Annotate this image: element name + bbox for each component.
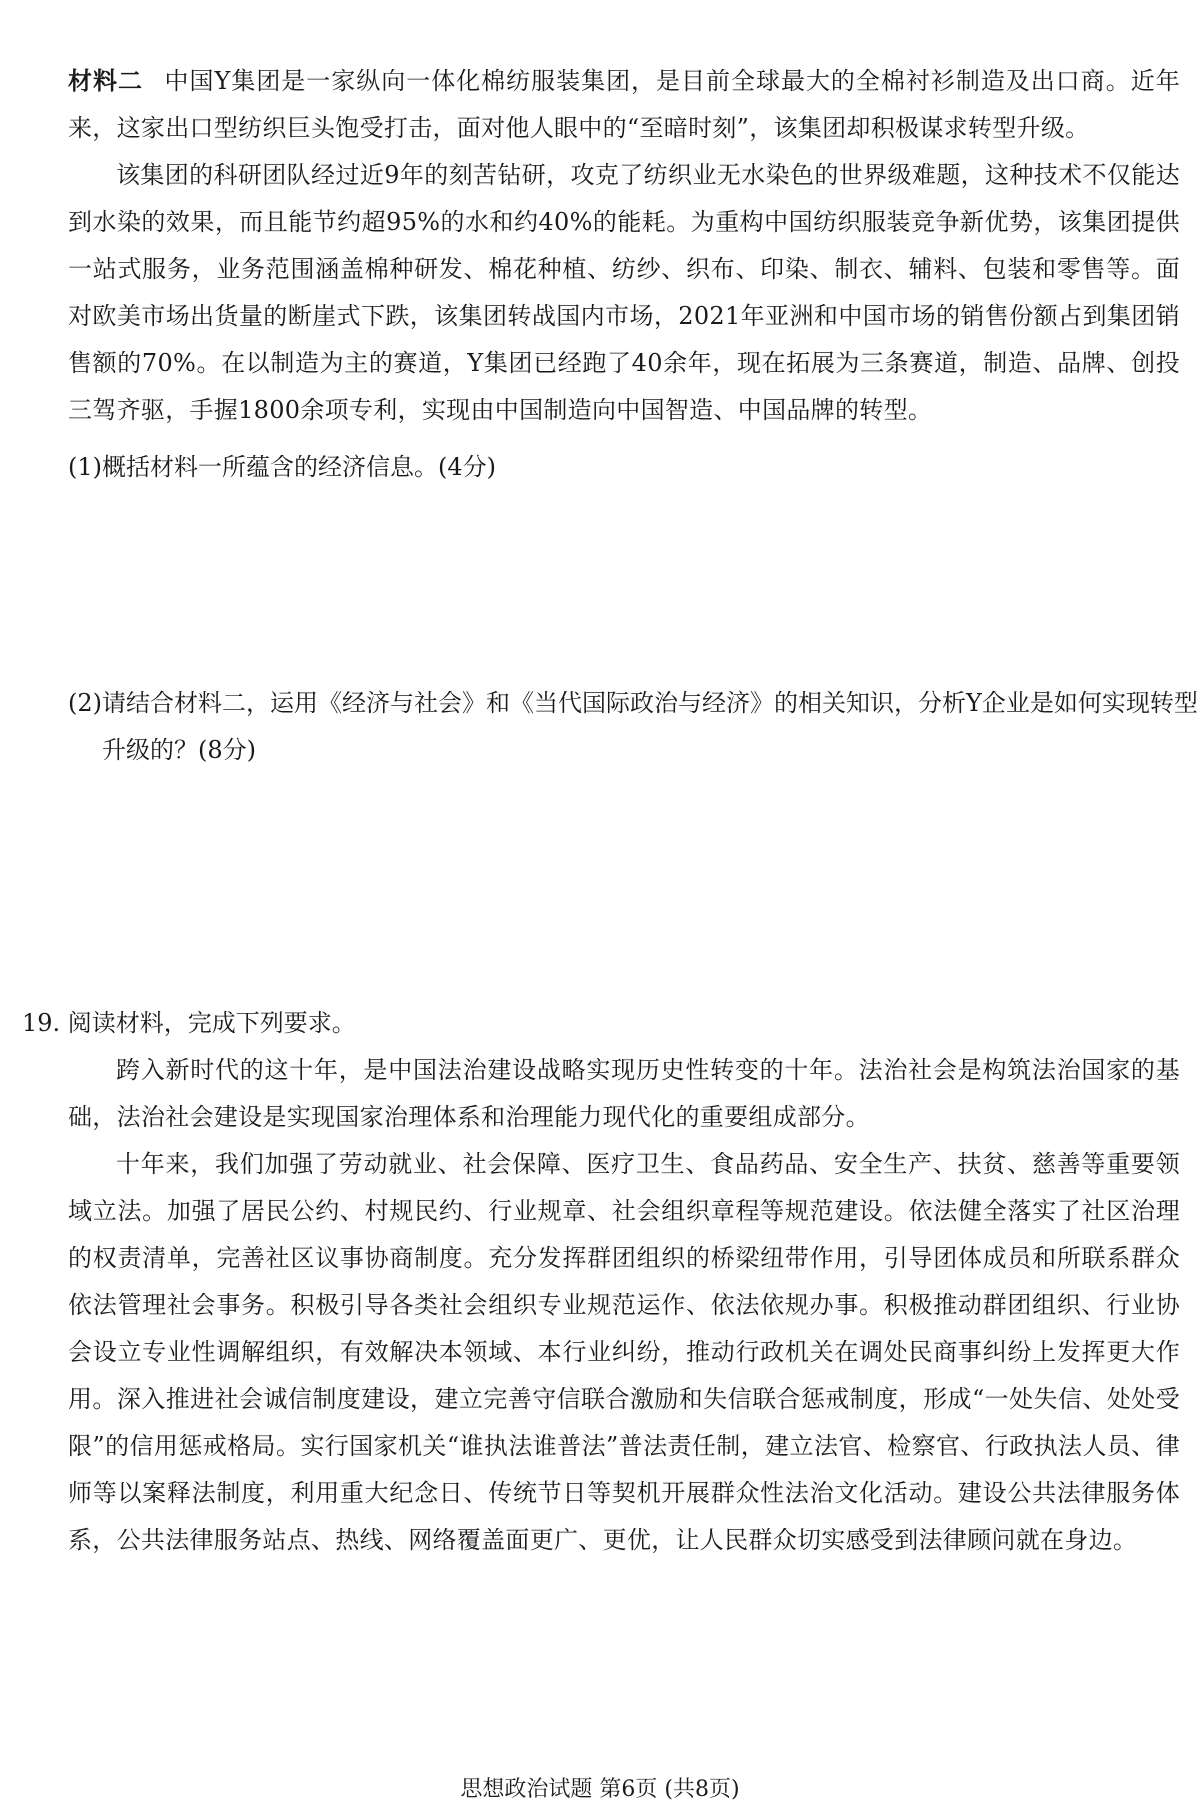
question-19-paragraph-1: 跨入新时代的这十年，是中国法治建设战略实现历史性转变的十年。法治社会是构筑法治国家的基础，法治社会建设是实现国家治理体系和治理能力现代化的重要组成部分。 (68, 1056, 1180, 1131)
question-1: (1)概括材料一所蕴含的经济信息。(4分) (68, 453, 496, 481)
material-two-text-1: 中国Y集团是一家纵向一体化棉纺服装集团，是目前全球最大的全棉衬衫制造及出口商。近年来，这家出口型纺织巨头饱受打击，面对他人眼中的“至暗时刻”，该集团却积极谋求转型升级。 (68, 67, 1180, 142)
page-footer: 思想政治试题 第6页 (共8页) (460, 1777, 740, 1802)
material-two-paragraph-1 (68, 58, 1180, 152)
material-two-paragraph-2: 该集团的科研团队经过近9年的刻苦钻研，攻克了纺织业无水染色的世界级难题，这种技术不仅能达到水染的效果，而且能节约超95%的水和约40%的能耗。为重构中国纺织服装竞争新优势，该集团提供一站式服务，业务范围涵盖棉种研发、棉花种植、纺纱、织布、印染、制衣、辅料、包装和零售等。面对欧美市场出货量的断崖式下跌，该集团转战国内市场，2021年亚洲和中国市场的销售份额占到集团销售额的70%。在以制造为主的赛道，Y集团已经跑了40余年，现在拓展为三条赛道，制造、品牌、创投三驾齐驱，手握1800余项专利，实现由中国制造向中国智造、中国品牌的转型。 (68, 161, 1180, 424)
question-19-paragraph-2: 十年来，我们加强了劳动就业、社会保障、医疗卫生、食品药品、安全生产、扶贫、慈善等重要领域立法。加强了居民公约、村规民约、行业规章、社会组织章程等规范建设。依法健全落实了社区治理的权责清单，完善社区议事协商制度。充分发挥群团组织的桥梁纽带作用，引导团体成员和所联系群众依法管理社会事务。积极引导各类社会组织专业规范运作、依法依规办事。积极推动群团组织、行业协会设立专业性调解组织，有效解决本领域、本行业纠纷，推动行政机关在调处民商事纠纷上发挥更大作用。深入推进社会诚信制度建设，建立完善守信联合激励和失信联合惩戒制度，形成“一处失信、处处受限”的信用惩戒格局。实行国家机关“谁执法谁普法”普法责任制，建立法官、检察官、行政执法人员、律师等以案释法制度，利用重大纪念日、传统节日等契机开展群众性法治文化活动。建设公共法律服务体系，公共法律服务站点、热线、网络覆盖面更广、更优，让人民群众切实感受到法律顾问就在身边。 (68, 1150, 1180, 1554)
question-19-title: 19. 阅读材料，完成下列要求。 (22, 1009, 356, 1037)
question-19-material (68, 1047, 1180, 1564)
material-two-section (68, 58, 1180, 434)
question-2: (2)请结合材料二，运用《经济与社会》和《当代国际政治与经济》的相关知识，分析Y企业是如何实现转型升级的？(8分) (68, 689, 1198, 764)
material-two-label: 材料二 (68, 67, 143, 95)
